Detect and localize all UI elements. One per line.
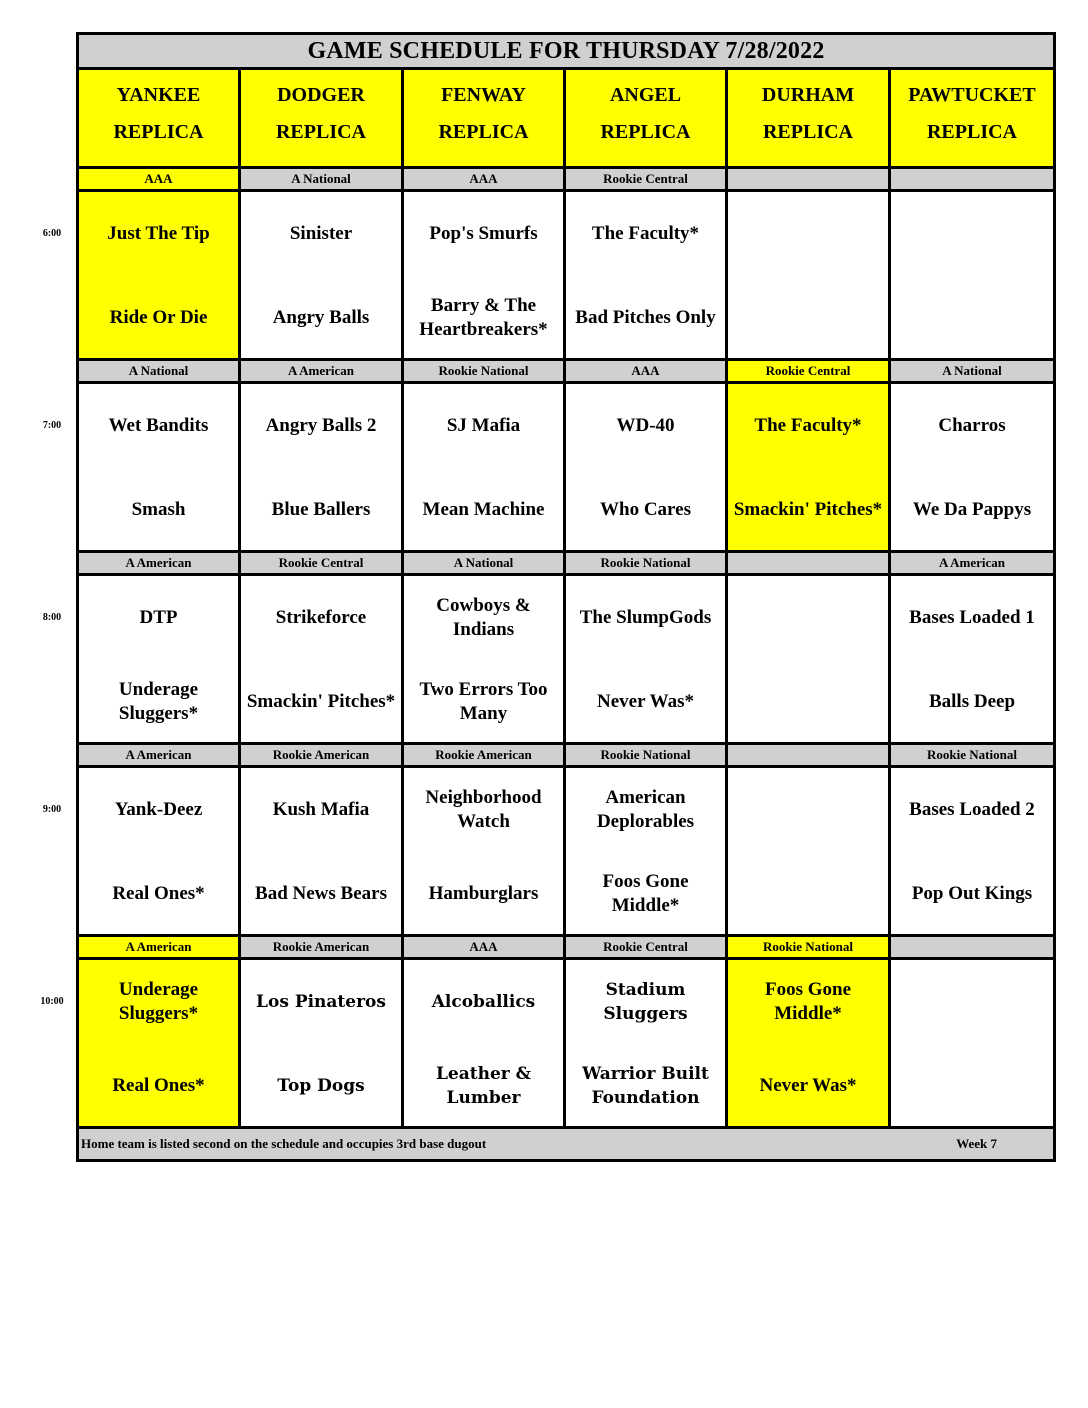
game-cell bbox=[241, 384, 401, 550]
home-team: Balls Deep bbox=[928, 691, 1016, 712]
home-team: Smash bbox=[131, 499, 186, 520]
division-label: A National bbox=[241, 169, 401, 189]
game-cell bbox=[404, 960, 563, 1126]
home-team: Mean Machine bbox=[422, 499, 545, 520]
home-team: Leather & Lumber bbox=[435, 1064, 532, 1108]
game-cell bbox=[728, 768, 888, 934]
division-label: Rookie National bbox=[728, 937, 888, 957]
home-team: Bad Pitches Only bbox=[575, 307, 716, 328]
time-slot-label: 7:00 bbox=[42, 420, 62, 431]
division-label: AAA bbox=[79, 169, 238, 189]
away-team: Neighborhood Watch bbox=[425, 787, 542, 832]
venue-name: ANGEL bbox=[609, 84, 682, 106]
game-cell bbox=[566, 576, 725, 742]
division-label: A National bbox=[79, 361, 238, 381]
away-team bbox=[728, 780, 888, 840]
venue-name: DODGER bbox=[277, 84, 365, 106]
game-cell bbox=[79, 576, 238, 742]
division-label: AAA bbox=[404, 169, 563, 189]
division-label: A National bbox=[404, 553, 563, 573]
venue-type: REPLICA bbox=[275, 121, 366, 143]
division-label: Rookie American bbox=[241, 745, 401, 765]
home-team: Smackin' Pitches* bbox=[246, 691, 396, 712]
division-label: A American bbox=[79, 553, 238, 573]
venue-name: DURHAM bbox=[761, 84, 855, 106]
division-label: Rookie Central bbox=[728, 361, 888, 381]
home-team: Bad News Bears bbox=[255, 883, 387, 904]
home-team: Real Ones* bbox=[112, 1075, 205, 1096]
venue-name: YANKEE bbox=[116, 84, 201, 106]
away-team bbox=[728, 204, 888, 264]
home-team: Barry & The Heartbreakers* bbox=[419, 295, 548, 340]
schedule-footer bbox=[79, 1129, 1053, 1159]
game-cell bbox=[241, 192, 401, 358]
home-team: Pop Out Kings bbox=[911, 883, 1033, 904]
game-cell bbox=[79, 192, 238, 358]
home-team: Top Dogs bbox=[277, 1076, 365, 1096]
division-label: AAA bbox=[404, 937, 563, 957]
away-team: Cowboys & Indians bbox=[436, 595, 531, 640]
game-cell bbox=[728, 192, 888, 358]
game-schedule-table bbox=[76, 32, 1056, 1162]
away-team: Los Pinateros bbox=[256, 992, 386, 1012]
away-team: Strikeforce bbox=[275, 607, 367, 628]
away-team: Alcoballics bbox=[431, 992, 536, 1012]
game-cell bbox=[566, 960, 725, 1126]
away-team: Bases Loaded 1 bbox=[909, 607, 1035, 628]
schedule-title: GAME SCHEDULE FOR THURSDAY 7/28/2022 bbox=[79, 35, 1053, 67]
venue-name: FENWAY bbox=[441, 84, 526, 106]
game-cell bbox=[404, 384, 563, 550]
division-label: Rookie Central bbox=[566, 937, 725, 957]
home-team: Angry Balls bbox=[272, 307, 370, 328]
away-team bbox=[891, 972, 1053, 1032]
home-team bbox=[728, 864, 888, 924]
game-cell bbox=[404, 768, 563, 934]
game-cell bbox=[891, 576, 1053, 742]
home-team: Blue Ballers bbox=[271, 499, 371, 520]
home-team: Smackin' Pitches* bbox=[733, 499, 883, 520]
game-cell bbox=[241, 960, 401, 1126]
home-team: We Da Pappys bbox=[912, 499, 1032, 520]
game-cell bbox=[728, 384, 888, 550]
home-team: Real Ones* bbox=[112, 883, 205, 904]
away-team: The SlumpGods bbox=[579, 607, 712, 628]
division-label bbox=[891, 937, 1053, 957]
game-cell bbox=[891, 768, 1053, 934]
division-label: Rookie National bbox=[566, 553, 725, 573]
division-label: Rookie National bbox=[566, 745, 725, 765]
away-team: Wet Bandits bbox=[108, 415, 209, 436]
away-team: Sinister bbox=[289, 223, 353, 244]
away-team bbox=[891, 204, 1053, 264]
home-team: Who Cares bbox=[600, 499, 691, 520]
home-team: Foos Gone Middle* bbox=[602, 871, 689, 916]
away-team: DTP bbox=[139, 607, 178, 628]
away-team: American Deplorables bbox=[596, 787, 695, 832]
division-label: Rookie American bbox=[241, 937, 401, 957]
away-team bbox=[728, 588, 888, 648]
division-label bbox=[728, 169, 888, 189]
home-team: Warrior Built Foundation bbox=[582, 1064, 709, 1108]
division-label: Rookie National bbox=[891, 745, 1053, 765]
game-cell bbox=[566, 192, 725, 358]
venue-type: REPLICA bbox=[113, 121, 204, 143]
game-cell bbox=[241, 768, 401, 934]
home-team: Underage Sluggers* bbox=[118, 679, 199, 724]
time-slot-label: 9:00 bbox=[42, 804, 62, 815]
division-label: A American bbox=[79, 745, 238, 765]
venue-header bbox=[404, 70, 563, 166]
division-label: Rookie Central bbox=[241, 553, 401, 573]
venue-header bbox=[241, 70, 401, 166]
division-label: A National bbox=[891, 361, 1053, 381]
home-team: Hamburglars bbox=[428, 883, 539, 904]
away-team: Just The Tip bbox=[107, 223, 210, 244]
away-team: The Faculty* bbox=[591, 223, 700, 244]
away-team: Underage Sluggers* bbox=[118, 979, 199, 1024]
footer-note: Home team is listed second on the schedule and occupies 3rd base dugout bbox=[81, 1136, 487, 1151]
game-cell bbox=[891, 384, 1053, 550]
division-label: Rookie American bbox=[404, 745, 563, 765]
away-team: SJ Mafia bbox=[446, 415, 521, 436]
venue-header bbox=[566, 70, 725, 166]
away-team: Kush Mafia bbox=[272, 799, 370, 820]
game-cell bbox=[728, 576, 888, 742]
division-label: Rookie National bbox=[404, 361, 563, 381]
game-cell bbox=[891, 192, 1053, 358]
division-label bbox=[891, 169, 1053, 189]
away-team: The Faculty* bbox=[754, 415, 862, 436]
division-label: A American bbox=[891, 553, 1053, 573]
division-label bbox=[728, 553, 888, 573]
away-team: Angry Balls 2 bbox=[265, 415, 377, 436]
game-cell bbox=[79, 768, 238, 934]
home-team: Never Was* bbox=[597, 691, 694, 712]
home-team: Ride Or Die bbox=[109, 307, 208, 328]
home-team: Two Errors Too Many bbox=[419, 679, 548, 724]
venue-header bbox=[79, 70, 238, 166]
away-team: Yank-Deez bbox=[114, 799, 203, 820]
week-label: Week 7 bbox=[956, 1136, 997, 1151]
game-cell bbox=[728, 960, 888, 1126]
venue-header bbox=[728, 70, 888, 166]
home-team bbox=[891, 288, 1053, 348]
division-label: AAA bbox=[566, 361, 725, 381]
division-label bbox=[728, 745, 888, 765]
division-label: A American bbox=[79, 937, 238, 957]
away-team: WD-40 bbox=[616, 415, 675, 436]
game-cell bbox=[404, 576, 563, 742]
game-cell bbox=[79, 960, 238, 1126]
home-team bbox=[728, 672, 888, 732]
away-team: Charros bbox=[938, 415, 1006, 436]
game-cell bbox=[566, 768, 725, 934]
division-label: Rookie Central bbox=[566, 169, 725, 189]
away-team: Pop's Smurfs bbox=[429, 223, 538, 244]
venue-header bbox=[891, 70, 1053, 166]
game-cell bbox=[241, 576, 401, 742]
game-cell bbox=[566, 384, 725, 550]
away-team: Stadium Sluggers bbox=[603, 980, 688, 1024]
game-cell bbox=[79, 384, 238, 550]
game-cell bbox=[891, 960, 1053, 1126]
home-team: Never Was* bbox=[759, 1075, 857, 1096]
venue-type: REPLICA bbox=[600, 121, 691, 143]
game-cell bbox=[404, 192, 563, 358]
venue-type: REPLICA bbox=[762, 121, 853, 143]
away-team: Bases Loaded 2 bbox=[909, 799, 1035, 820]
venue-type: REPLICA bbox=[926, 121, 1017, 143]
venue-name: PAWTUCKET bbox=[908, 84, 1036, 106]
away-team: Foos Gone Middle* bbox=[764, 979, 852, 1024]
home-team bbox=[891, 1056, 1053, 1116]
time-slot-label: 8:00 bbox=[42, 612, 62, 623]
division-label: A American bbox=[241, 361, 401, 381]
home-team bbox=[728, 288, 888, 348]
venue-type: REPLICA bbox=[438, 121, 529, 143]
time-slot-label: 10:00 bbox=[40, 996, 64, 1007]
time-slot-label: 6:00 bbox=[42, 228, 62, 239]
